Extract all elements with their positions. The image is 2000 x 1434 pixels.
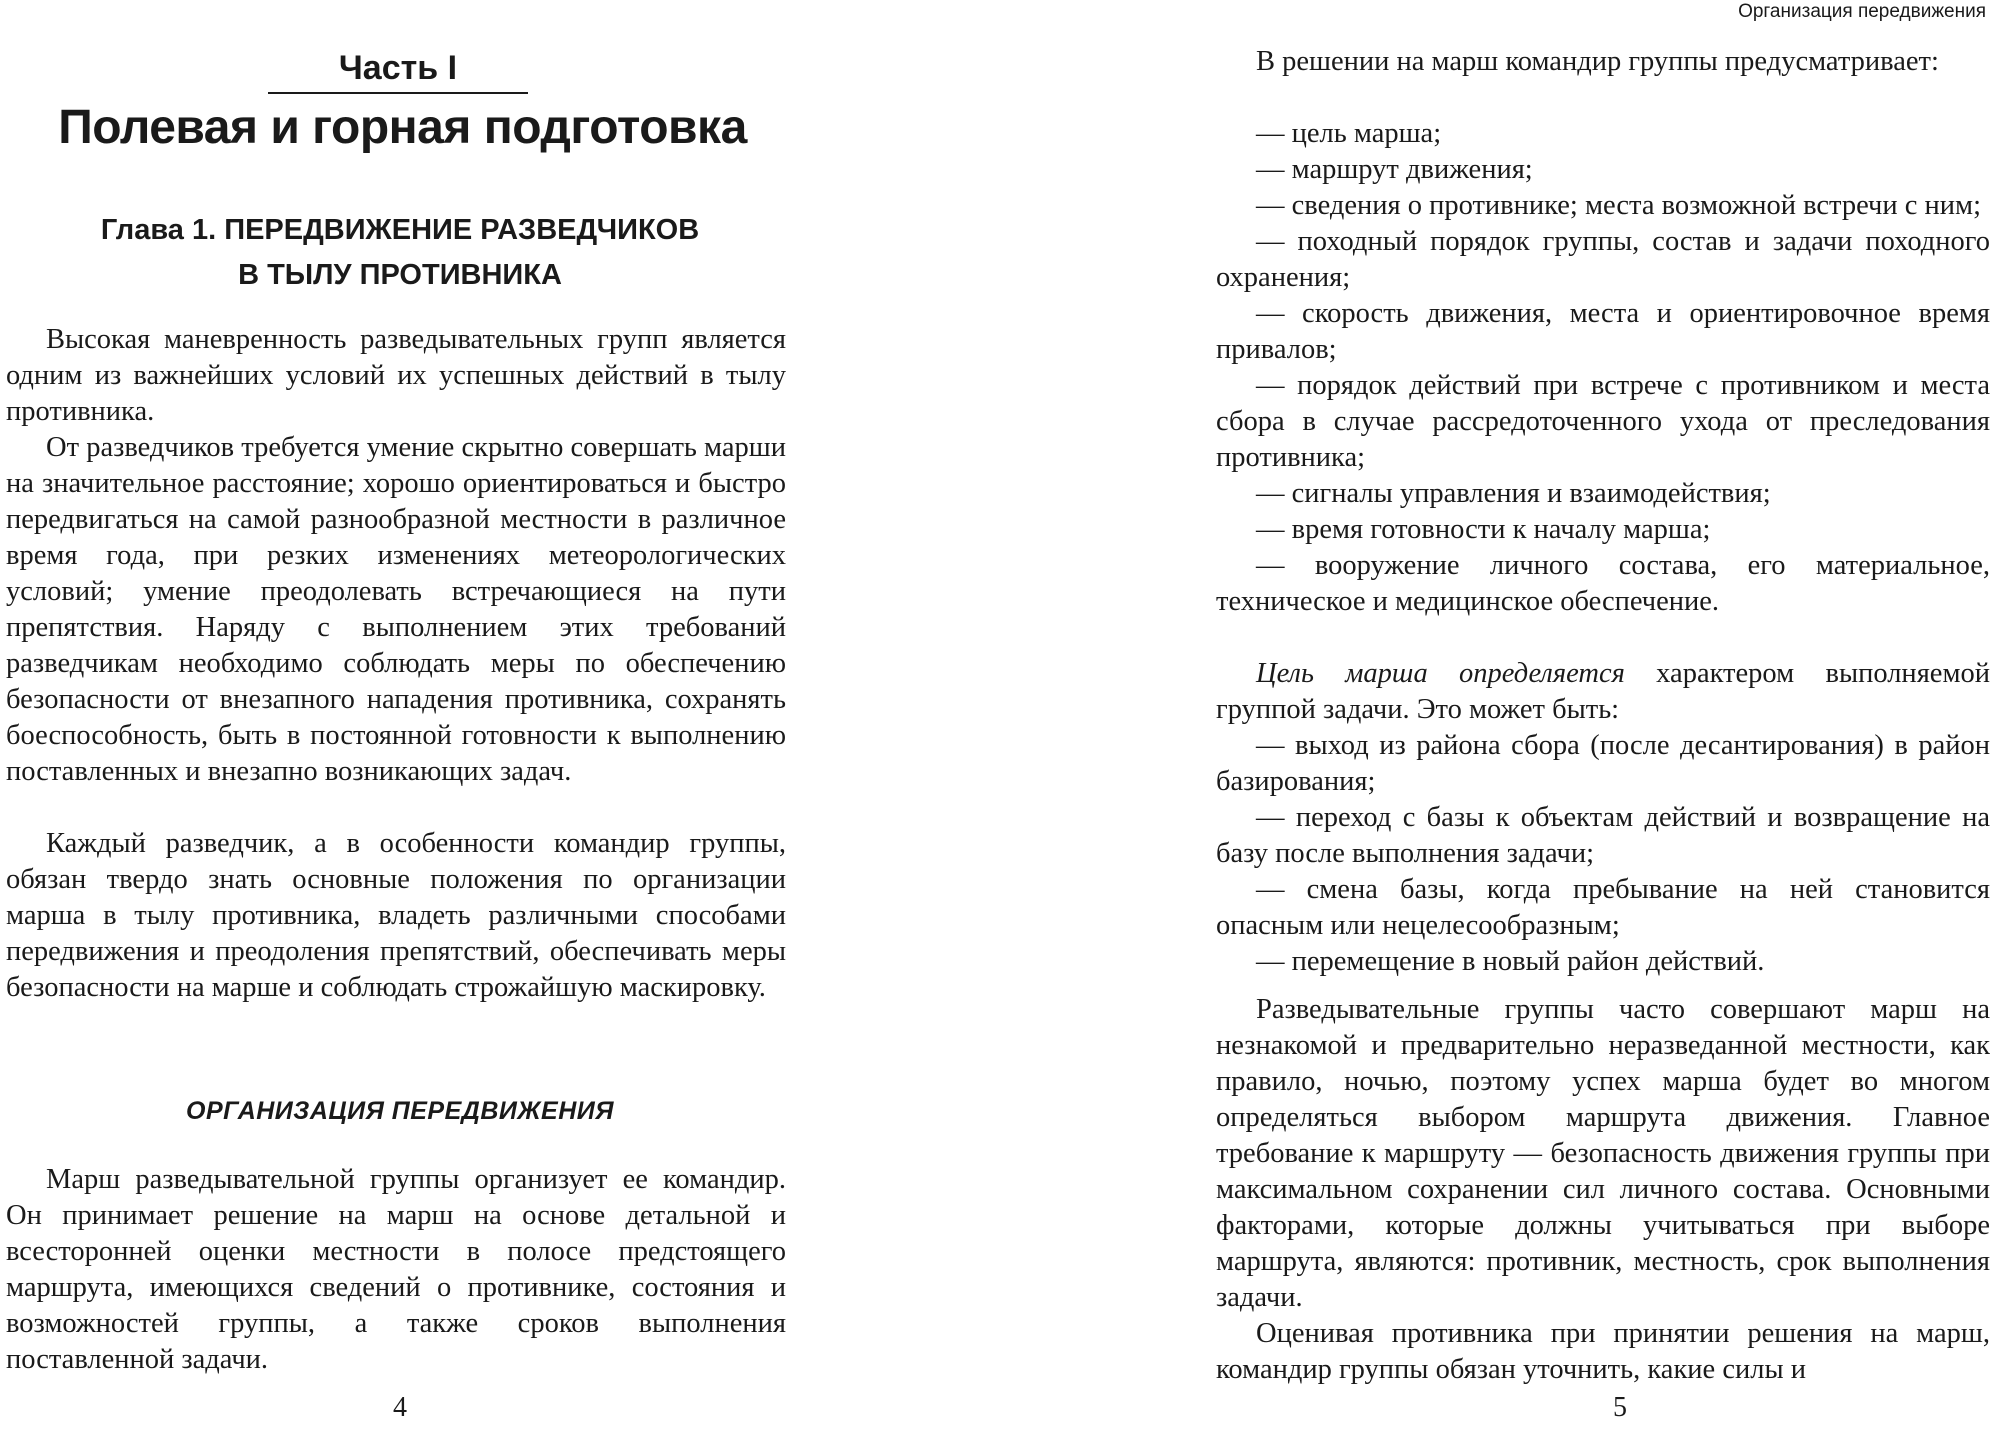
chapter-title-line1: Глава 1. ПЕРЕДВИЖЕНИЕ РАЗВЕДЧИКОВ (100, 214, 700, 246)
list-item: — цель марша; (1256, 118, 1442, 149)
book-title: Полевая и горная подготовка (58, 101, 747, 154)
list-item: — маршрут движения; (1256, 154, 1533, 185)
page-number-right: 5 (1613, 1392, 1627, 1423)
right-page (1210, 0, 2000, 1434)
goal-rest-text: характером выполняемой группой задачи. Это может быть: (1216, 658, 1990, 725)
list-item: — время готовности к началу марша; (1256, 514, 1711, 545)
list-item: — переход с базы к объектам действий и возвращение на базу после выполнения задачи; (1216, 802, 1990, 869)
paragraph-route-choice: Разведывательные группы часто совершают марш на незнакомой и предварительно неразведанной местности, как правило, ночью, поэтому успех марша будет во многом определяться выбором маршрута движения. Главное требование к маршруту — безопасность движения группы при максимальном сохранении сил личного состава. Основными факторами, которые должны учитываться при выборе маршрута, являются: противник, местность, срок выполнения задачи. (1216, 994, 1990, 1313)
chapter-title (40, 208, 760, 298)
list-item: — смена базы, когда пребывание на ней становится опасным или нецелесообразным; (1216, 874, 1990, 941)
list-item: — выход из района сбора (после десантирования) в район базирования; (1216, 730, 1990, 797)
part-label: Часть I (338, 49, 458, 87)
goal-items-list (1216, 728, 1990, 980)
part-divider-rule (268, 92, 528, 94)
list-item: — вооружение личного состава, его материальное, техническое и медицинское обеспечение. (1216, 550, 1990, 617)
paragraph-march-organization: Марш разведывательной группы организует ее командир. Он принимает решение на марш на основе детальной и всесторонней оценки местности в полосе предстоящего маршрута, имеющихся сведений о противнике, состояния и возможностей группы, а также сроков выполнения поставленной задачи. (6, 1164, 786, 1375)
paragraph-maneuverability: Высокая маневренность разведывательных групп является одним из важнейших условий их успешных действий в тылу противника. (6, 324, 786, 427)
running-header: Организация передвижения (1738, 1, 1986, 22)
paragraph-requirements: От разведчиков требуется умение скрытно совершать марши на значительное расстояние; хорошо ориентироваться и быстро передвигаться на самой разнообразной местности в различное время года, при резких изменениях метеорологических условий; умение преодолевать встречающиеся на пути препятствия. Наряду с выполнением этих требований разведчикам необходимо соблюдать меры по обеспечению безопасности от внезапного нападения противника, сохранять боеспособность, быть в постоянной готовности к выполнению поставленных и внезапно возникающих задач. (6, 432, 786, 787)
list-item: — порядок действий при встрече с противником и места сбора в случае рассредоточенного ухода от преследования противника; (1216, 370, 1990, 473)
paragraph-enemy-assessment: Оценивая противника при принятии решения на марш, командир группы обязан уточнить, какие силы и (1216, 1318, 1990, 1385)
chapter-title-line2: В ТЫЛУ ПРОТИВНИКА (238, 259, 562, 291)
decision-items-list (1216, 116, 1990, 620)
list-item: — перемещение в новый район действий. (1256, 946, 1765, 977)
page-number-left: 4 (393, 1392, 407, 1423)
goal-italic-phrase: Цель марша определяется (1256, 658, 1625, 689)
left-page (0, 0, 800, 1434)
section-heading: ОРГАНИЗАЦИЯ ПЕРЕДВИЖЕНИЯ (186, 1097, 614, 1125)
list-item: — походный порядок группы, состав и задачи походного охранения; (1216, 226, 1990, 293)
paragraph-march-goal (1216, 656, 1990, 728)
paragraph-decision-intro: В решении на марш командир группы предусматривает: (1256, 46, 1939, 77)
list-item: — скорость движения, места и ориентировочное время привалов; (1216, 298, 1990, 365)
list-item: — сведения о противнике; места возможной встречи с ним; (1256, 190, 1981, 221)
list-item: — сигналы управления и взаимодействия; (1256, 478, 1771, 509)
paragraph-commander-duties: Каждый разведчик, а в особенности командир группы, обязан твердо знать основные положения по организации марша в тылу противника, владеть различными способами передвижения и преодоления препятствий, обеспечивать меры безопасности на марше и соблюдать строжайшую маскировку. (6, 828, 786, 1003)
